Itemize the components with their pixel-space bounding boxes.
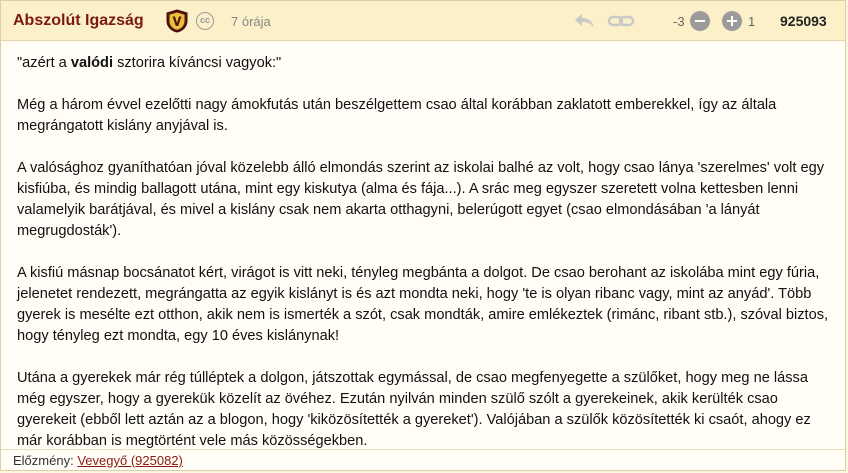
paragraph: A kisfiú másnap bocsánatot kért, virágot is vitt neki, tényleg megbánta a dolgot. De csao berohant az iskolába mint egy fúria, jelenetet rendezett, megrángatta az egyik kislányt is és azt mondta neki, hogy 'te is olyan ribanc vagy, mint az anyád'. Több gyerek is mesélte ezt otthon, akik nem is ismerték a szót, csak mondták, amire emlékeztek (rimánc, ribant stb.), szóval biztos, hogy tényleg ezt mondta, egy 10 éves kislánynak! <box>17 265 829 344</box>
intro-quote: "azért a valódi sztorira kíváncsi vagyok:" <box>17 55 282 71</box>
paragraph: Még a három évvel ezelőtti nagy ámokfutás után beszélgettem csao által korábban zaklatott emberekkel, így az általa megrángatott kislány anyjával is. <box>17 97 777 134</box>
post-id[interactable]: 925093 <box>780 13 827 29</box>
downvote-count: -3 <box>673 14 685 29</box>
creative-commons-icon: cc <box>196 12 214 30</box>
reply-arrow-icon[interactable] <box>573 12 597 30</box>
comment-footer <box>1 449 845 471</box>
plus-circle-icon[interactable] <box>722 11 742 31</box>
author-name[interactable]: Abszolút Igazság <box>13 12 144 29</box>
previous-label: Előzmény: <box>13 453 74 468</box>
paragraph: Utána a gyerekek már rég túlléptek a dolgon, játszottak egymással, de csao megfenyegette a szülőket, hogy meg ne lássa még egyszer, hogy a gyerekük közelít az övéhez. Ezután nyilván minden szülő szólt a gyerekeinek, akik kerülték csao gyerekeit (ebből lett aztán az a blogon, hogy 'kiközösítették a gyereket'). Valójában a szülők közösítették ki csaót, ahogy ez már korábban is megtörtént vele más közösségekben. <box>17 370 811 449</box>
post-time: 7 órája <box>231 14 271 29</box>
comment-body <box>17 53 833 473</box>
previous-comment-link[interactable]: Vevegyő (925082) <box>77 453 183 468</box>
minus-circle-icon[interactable] <box>690 11 710 31</box>
comment-header <box>1 1 845 41</box>
chain-link-icon[interactable] <box>607 12 635 30</box>
shield-v-icon <box>165 9 189 33</box>
paragraph: A valósághoz gyaníthatóan jóval közelebb álló elmondás szerint az iskolai balhé az volt, hogy csao lánya 'szerelmes' volt egy kisfiúba, és mindig ballagott utána, mint egy kiskutya (alma és fája...). A srác meg egyszer szeretett volna kettesben lenni valamelyik barátjával, és mivel a kislány csak nem akarta otthagyni, belerúgott egyet (csao elmondásában 'a lányát megrugdosták'). <box>17 160 825 239</box>
upvote-count: 1 <box>748 14 756 29</box>
